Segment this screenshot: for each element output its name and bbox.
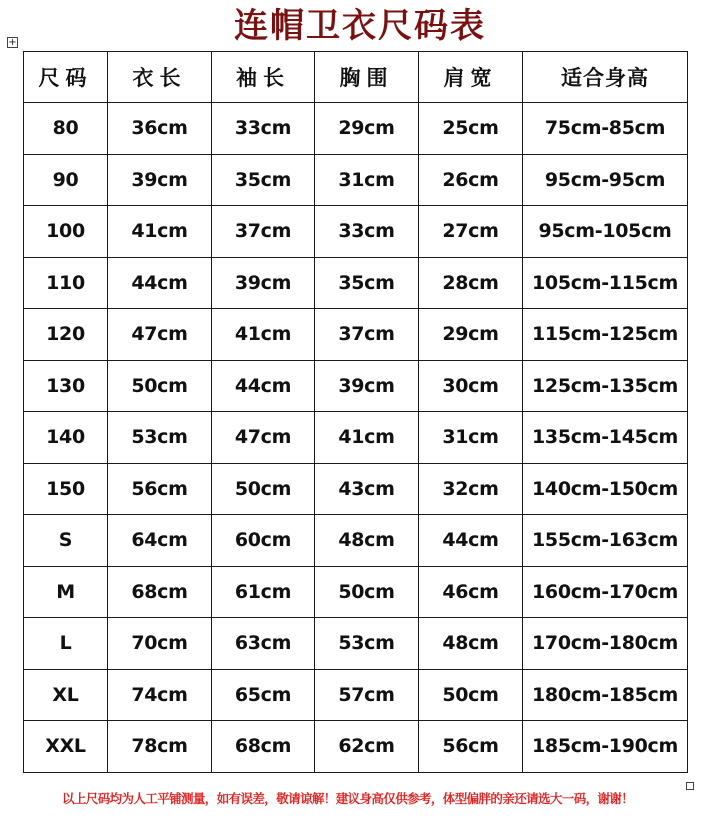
cell-shoulder: 25cm bbox=[419, 103, 523, 155]
cell-height: 115cm-125cm bbox=[523, 309, 688, 361]
cell-shoulder: 30cm bbox=[419, 360, 523, 412]
cell-sleeve: 60cm bbox=[212, 515, 315, 567]
cell-length: 56cm bbox=[108, 463, 212, 515]
cell-sleeve: 37cm bbox=[212, 206, 315, 258]
cell-sleeve: 68cm bbox=[212, 721, 315, 773]
cell-height: 185cm-190cm bbox=[523, 721, 688, 773]
cell-length: 39cm bbox=[108, 154, 212, 206]
cell-shoulder: 27cm bbox=[419, 206, 523, 258]
cell-chest: 48cm bbox=[315, 515, 419, 567]
cell-shoulder: 31cm bbox=[419, 412, 523, 464]
cell-length: 64cm bbox=[108, 515, 212, 567]
cell-sleeve: 61cm bbox=[212, 566, 315, 618]
cell-sleeve: 41cm bbox=[212, 309, 315, 361]
cell-length: 50cm bbox=[108, 360, 212, 412]
header-length: 衣长 bbox=[108, 52, 212, 103]
cell-shoulder: 46cm bbox=[419, 566, 523, 618]
cell-shoulder: 28cm bbox=[419, 257, 523, 309]
table-row bbox=[24, 360, 688, 412]
cell-sleeve: 47cm bbox=[212, 412, 315, 464]
cell-shoulder: 32cm bbox=[419, 463, 523, 515]
cell-height: 95cm-105cm bbox=[523, 206, 688, 258]
cell-chest: 43cm bbox=[315, 463, 419, 515]
cell-height: 125cm-135cm bbox=[523, 360, 688, 412]
cell-length: 36cm bbox=[108, 103, 212, 155]
cell-size: 120 bbox=[24, 309, 108, 361]
cell-shoulder: 56cm bbox=[419, 721, 523, 773]
cell-length: 53cm bbox=[108, 412, 212, 464]
cell-height: 170cm-180cm bbox=[523, 618, 688, 670]
cell-length: 78cm bbox=[108, 721, 212, 773]
header-size: 尺码 bbox=[24, 52, 108, 103]
cell-height: 75cm-85cm bbox=[523, 103, 688, 155]
cell-size: 130 bbox=[24, 360, 108, 412]
cell-sleeve: 50cm bbox=[212, 463, 315, 515]
table-row bbox=[24, 721, 688, 773]
table-row bbox=[24, 515, 688, 567]
table-row bbox=[24, 206, 688, 258]
cell-size: 110 bbox=[24, 257, 108, 309]
cell-length: 44cm bbox=[108, 257, 212, 309]
cell-size: 90 bbox=[24, 154, 108, 206]
cell-size: M bbox=[24, 566, 108, 618]
cell-height: 140cm-150cm bbox=[523, 463, 688, 515]
cell-chest: 53cm bbox=[315, 618, 419, 670]
cell-shoulder: 50cm bbox=[419, 669, 523, 721]
cell-chest: 57cm bbox=[315, 669, 419, 721]
cell-size: 80 bbox=[24, 103, 108, 155]
table-header-row bbox=[24, 52, 688, 103]
table-row bbox=[24, 309, 688, 361]
cell-chest: 62cm bbox=[315, 721, 419, 773]
header-sleeve: 袖长 bbox=[212, 52, 315, 103]
table-row bbox=[24, 257, 688, 309]
cell-chest: 35cm bbox=[315, 257, 419, 309]
cell-length: 41cm bbox=[108, 206, 212, 258]
cell-size: S bbox=[24, 515, 108, 567]
cell-sleeve: 63cm bbox=[212, 618, 315, 670]
table-move-handle-icon[interactable]: + bbox=[8, 37, 17, 48]
table-body bbox=[24, 103, 688, 773]
cell-length: 47cm bbox=[108, 309, 212, 361]
cell-height: 160cm-170cm bbox=[523, 566, 688, 618]
table-row bbox=[24, 618, 688, 670]
cell-height: 105cm-115cm bbox=[523, 257, 688, 309]
cell-sleeve: 35cm bbox=[212, 154, 315, 206]
cell-length: 68cm bbox=[108, 566, 212, 618]
cell-height: 95cm-95cm bbox=[523, 154, 688, 206]
header-height: 适合身高 bbox=[523, 52, 688, 103]
cell-size: 100 bbox=[24, 206, 108, 258]
cell-chest: 33cm bbox=[315, 206, 419, 258]
cell-sleeve: 44cm bbox=[212, 360, 315, 412]
cell-size: L bbox=[24, 618, 108, 670]
size-note: 以上尺码均为人工平铺测量，如有误差，敬请谅解！建议身高仅供参考，体型偏胖的亲还请选大一码，谢谢！ bbox=[62, 791, 634, 806]
cell-shoulder: 26cm bbox=[419, 154, 523, 206]
header-shoulder: 肩宽 bbox=[419, 52, 523, 103]
cell-shoulder: 48cm bbox=[419, 618, 523, 670]
cell-sleeve: 65cm bbox=[212, 669, 315, 721]
cell-size: XL bbox=[24, 669, 108, 721]
table-row bbox=[24, 103, 688, 155]
cell-chest: 41cm bbox=[315, 412, 419, 464]
cell-length: 74cm bbox=[108, 669, 212, 721]
cell-chest: 50cm bbox=[315, 566, 419, 618]
cell-shoulder: 44cm bbox=[419, 515, 523, 567]
table-row bbox=[24, 463, 688, 515]
cell-size: XXL bbox=[24, 721, 108, 773]
cell-chest: 37cm bbox=[315, 309, 419, 361]
cell-height: 180cm-185cm bbox=[523, 669, 688, 721]
cell-chest: 39cm bbox=[315, 360, 419, 412]
size-table bbox=[23, 51, 688, 773]
cell-length: 70cm bbox=[108, 618, 212, 670]
cell-sleeve: 33cm bbox=[212, 103, 315, 155]
cell-shoulder: 29cm bbox=[419, 309, 523, 361]
table-row bbox=[24, 412, 688, 464]
table-row bbox=[24, 669, 688, 721]
cell-size: 140 bbox=[24, 412, 108, 464]
cell-size: 150 bbox=[24, 463, 108, 515]
cell-sleeve: 39cm bbox=[212, 257, 315, 309]
cell-height: 135cm-145cm bbox=[523, 412, 688, 464]
table-row bbox=[24, 154, 688, 206]
cell-chest: 29cm bbox=[315, 103, 419, 155]
page-title: 连帽卫衣尺码表 bbox=[234, 6, 486, 46]
header-chest: 胸围 bbox=[315, 52, 419, 103]
cell-height: 155cm-163cm bbox=[523, 515, 688, 567]
cell-chest: 31cm bbox=[315, 154, 419, 206]
table-row bbox=[24, 566, 688, 618]
